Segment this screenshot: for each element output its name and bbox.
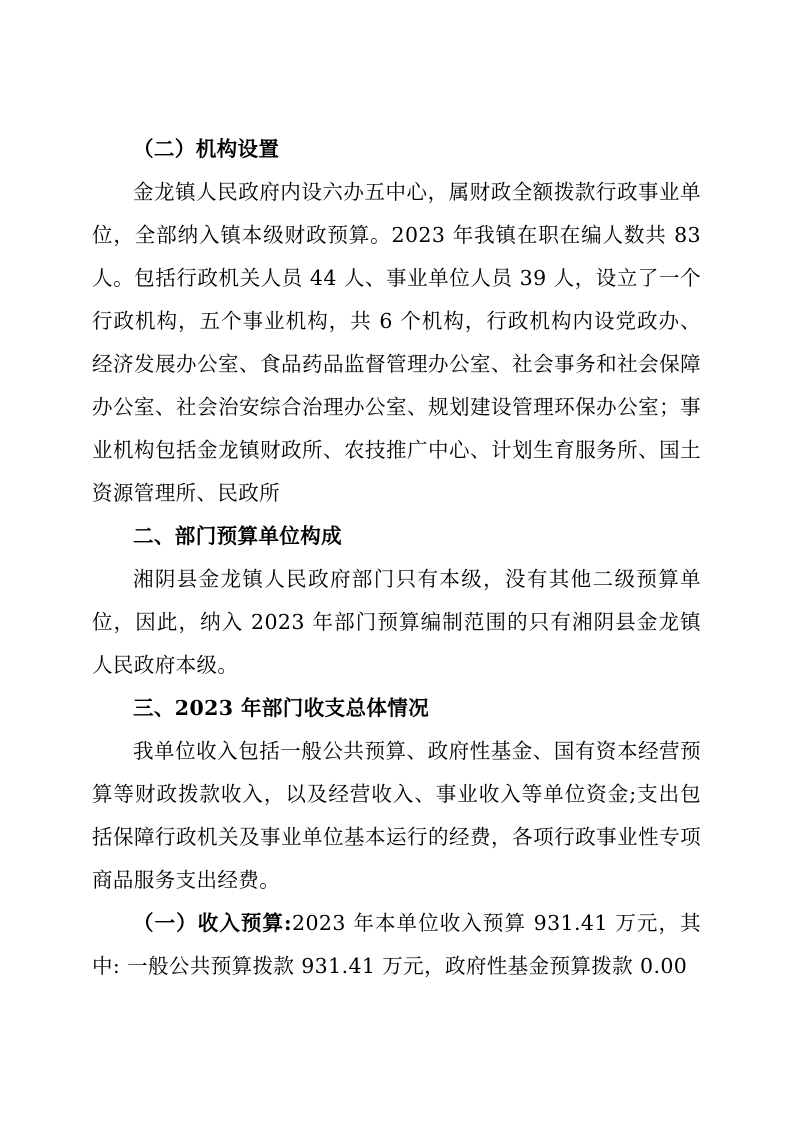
section-heading-revenue-expenditure-overview: 三、2023 年部门收支总体情况	[133, 696, 430, 720]
paragraph-budget-unit-composition: 湘阴县金龙镇人民政府部门只有本级，没有其他二级预算单位，因此，纳入 2023 年部门预算编制范围的只有湘阴县金龙镇人民政府本级。	[92, 567, 701, 677]
paragraph-revenue-budget-text: 2023 年本单位收入预算 931.41 万元，其中: 一般公共预算拨款 931.41 万元，政府性基金预算拨款 0.00	[92, 911, 701, 978]
section-heading-budget-unit-composition: 二、部门预算单位构成	[133, 524, 342, 548]
paragraph-revenue-budget	[92, 902, 701, 988]
paragraph-revenue-expenditure-overview: 我单位收入包括一般公共预算、政府性基金、国有资本经营预算等财政拨款收入，以及经营收入、事业收入等单位资金;支出包括保障行政机关及事业单位基本运行的经费，各项行政事业性专项商品服务支出经费。	[92, 739, 701, 892]
document-body	[92, 128, 701, 988]
paragraph-revenue-budget-lead: （一）收入预算:	[133, 911, 293, 935]
paragraph-organization-setup: 金龙镇人民政府内设六办五中心，属财政全额拨款行政事业单位，全部纳入镇本级财政预算。2023 年我镇在职在编人数共 83 人。包括行政机关人员 44 人、事业单位人员 39 人，设立了一个行政机构，五个事业机构，共 6 个机构，行政机构内设党政办、经济发展办公室、食品药品监督管理办公室、社会事务和社会保障办公室、社会治安综合治理办公室、规划建设管理环保办公室；事业机构包括金龙镇财政所、农技推广中心、计划生育服务所、国土资源管理所、民政所	[92, 180, 701, 505]
section-heading-organization-setup: （二）机构设置	[133, 137, 280, 161]
